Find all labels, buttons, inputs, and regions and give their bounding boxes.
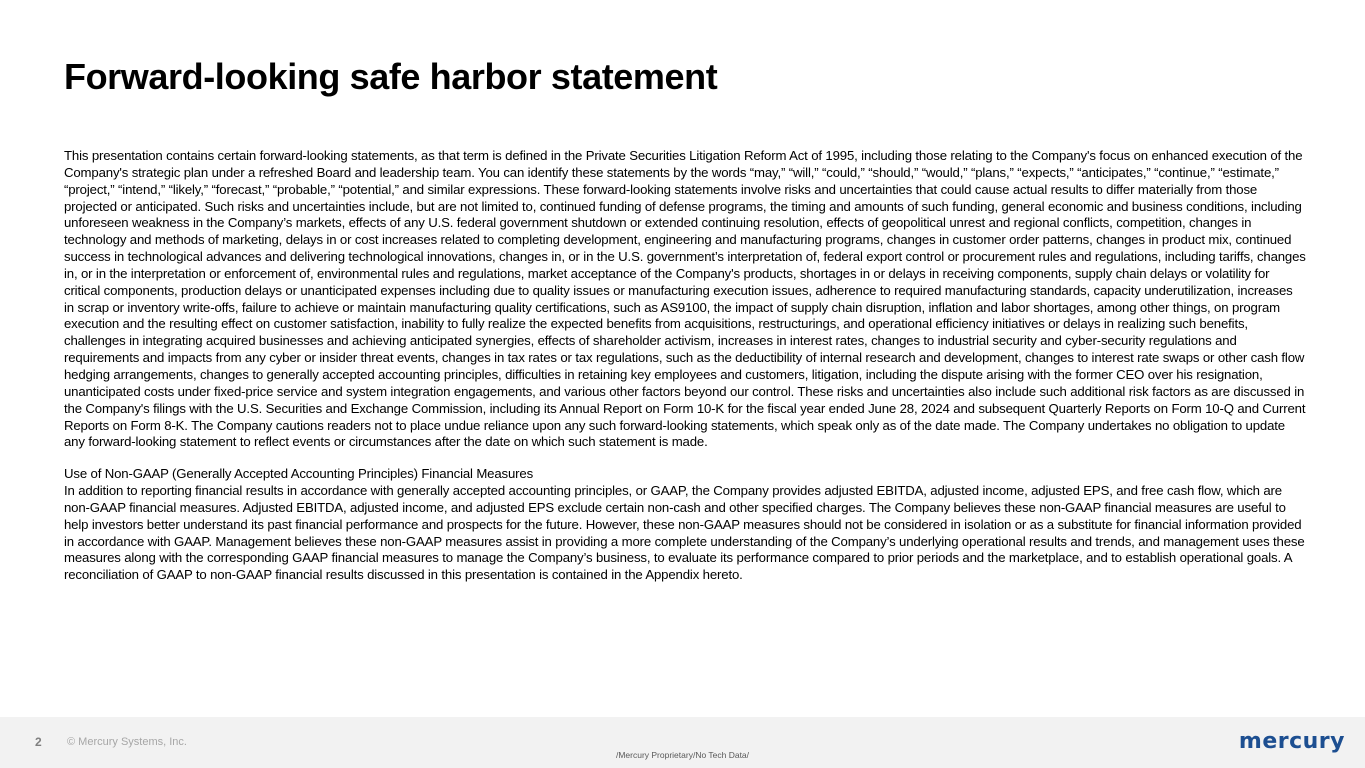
non-gaap-paragraph: In addition to reporting financial results in accordance with generally accepted accounting principles, or GAAP, the Company provides adjusted EBITDA, adjusted income, adjusted EPS, and free cash flow, which are non-GAAP financial measures. Adjusted EBITDA, adjusted income, and adjusted EPS exclude certain non-cash and other specified charges. The Company believes these non-GAAP financial measures are useful to help investors better understand its past financial performance and prospects for the future. However, these non-GAAP measures should not be considered in isolation or as a substitute for financial information provided in accordance with GAAP. Management believes these non-GAAP measures assist in providing a more complete understanding of the Company’s underlying operational results and trends, and management uses these measures along with the corresponding GAAP financial measures to manage the Company’s business, to evaluate its performance compared to prior periods and the marketplace, and to establish operational goals. A reconciliation of GAAP to non-GAAP financial results discussed in this presentation is contained in the Appendix hereto.: [64, 483, 1305, 583]
classification-label: /Mercury Proprietary/No Tech Data/: [615, 750, 750, 760]
slide-body: [64, 148, 1306, 584]
non-gaap-heading: Use of Non-GAAP (Generally Accepted Accounting Principles) Financial Measures: [64, 466, 534, 482]
slide-footer: [0, 717, 1365, 768]
safe-harbor-paragraph: This presentation contains certain forward-looking statements, as that term is defined in the Private Securities Litigation Reform Act of 1995, including those relating to the Company's focus on enhanced execution of the Company's strategic plan under a refreshed Board and leadership team. You can identify these statements by the words “may,” “will,” “could,” “should,” “would,” “plans,” “expects,” “anticipates,” “continue,” “estimate,” “project,” “intend,” “likely,” “forecast,” “probable,” “potential,” and similar expressions. These forward-looking statements involve risks and uncertainties that could cause actual results to differ materially from those projected or anticipated. Such risks and uncertainties include, but are not limited to, continued funding of defense programs, the timing and amounts of such funding, general economic and business conditions, including unforeseen weakness in the Company’s markets, effects of any U.S. federal government shutdown or extended continuing resolution, effects of geopolitical unrest and regional conflicts, competition, changes in technology and methods of marketing, delays in or cost increases related to completing development, engineering and manufacturing programs, changes in customer order patterns, changes in product mix, continued success in technological advances and delivering technological innovations, changes in, or in the U.S. government’s interpretation of, federal export control or procurement rules and regulations, including tariffs, changes in, or in the interpretation or enforcement of, environmental rules and regulations, market acceptance of the Company's products, shortages in or delays in receiving components, supply chain delays or volatility for critical components, production delays or unanticipated expenses including due to quality issues or manufacturing execution issues, adherence to required manufacturing standards, capacity underutilization, increases in scrap or inventory write-offs, failure to achieve or maintain manufacturing quality certifications, such as AS9100, the impact of supply chain disruption, inflation and labor shortages, among other things, on program execution and the resulting effect on customer satisfaction, inability to fully realize the expected benefits from acquisitions, restructurings, and operational efficiency initiatives or delays in realizing such benefits, challenges in integrating acquired businesses and achieving anticipated synergies, effects of shareholder activism, increases in interest rates, changes to industrial security and cyber-security regulations and requirements and impacts from any cyber or insider threat events, changes in tax rates or tax regulations, such as the deductibility of internal research and development, changes to interest rate swaps or other cash flow hedging arrangements, changes to generally accepted accounting principles, difficulties in retaining key employees and customers, litigation, including the dispute arising with the former CEO over his resignation, unanticipated costs under fixed-price service and system integration engagements, and various other factors beyond our control. These risks and uncertainties also include such additional risk factors as are discussed in the Company's filings with the U.S. Securities and Exchange Commission, including its Annual Report on Form 10-K for the fiscal year ended June 28, 2024 and subsequent Quarterly Reports on Form 10-Q and Current Reports on Form 8-K. The Company cautions readers not to place undue reliance upon any such forward-looking statements, which speak only as of the date made. The Company undertakes no obligation to update any forward-looking statement to reflect events or circumstances after the date on which such statement is made.: [64, 148, 1306, 450]
page-number: 2: [35, 735, 42, 749]
mercury-logo: mercury: [1238, 729, 1345, 754]
copyright-notice: © Mercury Systems, Inc.: [67, 736, 187, 748]
slide-title: Forward-looking safe harbor statement: [64, 56, 718, 97]
